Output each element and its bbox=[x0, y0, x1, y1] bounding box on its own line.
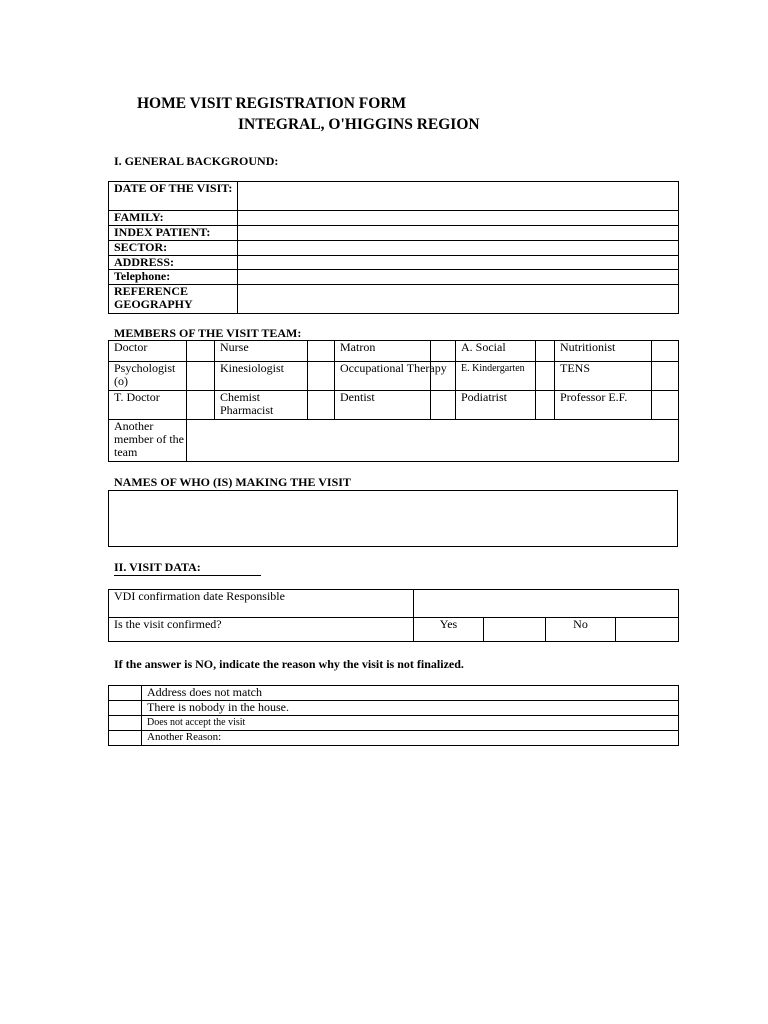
address-label: ADDRESS: bbox=[109, 256, 238, 270]
visit-data-table bbox=[108, 589, 679, 642]
date-of-visit-field[interactable] bbox=[238, 182, 679, 211]
reference-geography-field[interactable] bbox=[238, 285, 679, 314]
family-label: FAMILY: bbox=[109, 211, 238, 226]
team-nurse-checkbox[interactable] bbox=[308, 341, 335, 362]
sector-field[interactable] bbox=[238, 241, 679, 256]
visitors-names-field[interactable] bbox=[109, 491, 678, 547]
reasons-table bbox=[108, 685, 679, 746]
reason-other-checkbox[interactable] bbox=[109, 731, 142, 746]
team-kinesiologist-checkbox[interactable] bbox=[308, 362, 335, 391]
team-matron-label: Matron bbox=[335, 341, 431, 362]
team-tens-checkbox[interactable] bbox=[652, 362, 679, 391]
team-occupational-therapy-label: Occupational Therapy bbox=[335, 362, 431, 391]
telephone-label: Telephone: bbox=[109, 270, 238, 285]
reason-instruction: If the answer is NO, indicate the reason why the visit is not finalized. bbox=[114, 657, 464, 671]
no-checkbox[interactable] bbox=[616, 618, 679, 642]
sector-label: SECTOR: bbox=[109, 241, 238, 256]
section-visit-data-title: II. VISIT DATA: bbox=[114, 560, 201, 574]
team-nurse-label: Nurse bbox=[215, 341, 308, 362]
team-podiatrist-checkbox[interactable] bbox=[536, 391, 555, 420]
reason-nobody-checkbox[interactable] bbox=[109, 701, 142, 716]
team-professor-label: Professor E.F. bbox=[555, 391, 652, 420]
general-background-table bbox=[108, 181, 679, 314]
reason-not-accept-label: Does not accept the visit bbox=[142, 716, 679, 731]
team-pharmacist-label: Chemist Pharmacist bbox=[215, 391, 308, 420]
team-heading: MEMBERS OF THE VISIT TEAM: bbox=[114, 326, 302, 340]
team-tens-label: TENS bbox=[555, 362, 652, 391]
team-psychologist-checkbox[interactable] bbox=[187, 362, 215, 391]
team-dentist-label: Dentist bbox=[335, 391, 431, 420]
team-social-checkbox[interactable] bbox=[536, 341, 555, 362]
team-dentist-checkbox[interactable] bbox=[431, 391, 456, 420]
vdi-confirmation-label: VDI confirmation date Responsible bbox=[109, 590, 414, 618]
team-podiatrist-label: Podiatrist bbox=[456, 391, 536, 420]
team-psychologist-label: Psychologist (o) bbox=[109, 362, 187, 391]
telephone-field[interactable] bbox=[238, 270, 679, 285]
yes-label: Yes bbox=[414, 618, 484, 642]
no-label: No bbox=[546, 618, 616, 642]
family-field[interactable] bbox=[238, 211, 679, 226]
visit-confirmed-question: Is the visit confirmed? bbox=[109, 618, 414, 642]
reason-not-accept-checkbox[interactable] bbox=[109, 716, 142, 731]
vdi-confirmation-field[interactable] bbox=[414, 590, 679, 618]
visitors-table bbox=[108, 490, 678, 547]
team-kindergarten-label: E. Kindergarten bbox=[456, 362, 536, 391]
team-members-table bbox=[108, 340, 679, 462]
section-general-heading: I. GENERAL BACKGROUND: bbox=[114, 154, 279, 168]
team-nutritionist-checkbox[interactable] bbox=[652, 341, 679, 362]
form-subtitle: INTEGRAL, O'HIGGINS REGION bbox=[238, 116, 480, 133]
reference-geography-label: REFERENCE GEOGRAPHY bbox=[109, 285, 238, 314]
reason-address-checkbox[interactable] bbox=[109, 686, 142, 701]
index-patient-field[interactable] bbox=[238, 226, 679, 241]
team-kinesiologist-label: Kinesiologist bbox=[215, 362, 308, 391]
index-patient-label: INDEX PATIENT: bbox=[109, 226, 238, 241]
form-title: HOME VISIT REGISTRATION FORM bbox=[137, 95, 407, 112]
reason-nobody-label: There is nobody in the house. bbox=[142, 701, 679, 716]
team-t-doctor-checkbox[interactable] bbox=[187, 391, 215, 420]
date-of-visit-label: DATE OF THE VISIT: bbox=[109, 182, 238, 211]
reason-other-label: Another Reason: bbox=[142, 731, 679, 746]
address-field[interactable] bbox=[238, 256, 679, 270]
team-professor-checkbox[interactable] bbox=[652, 391, 679, 420]
team-t-doctor-label: T. Doctor bbox=[109, 391, 187, 420]
team-social-label: A. Social bbox=[456, 341, 536, 362]
team-doctor-checkbox[interactable] bbox=[187, 341, 215, 362]
yes-checkbox[interactable] bbox=[484, 618, 546, 642]
team-pharmacist-checkbox[interactable] bbox=[308, 391, 335, 420]
section-visit-data-heading bbox=[114, 560, 261, 576]
team-other-label: Another member of the team bbox=[109, 420, 187, 462]
reason-address-label: Address does not match bbox=[142, 686, 679, 701]
team-nutritionist-label: Nutritionist bbox=[555, 341, 652, 362]
team-kindergarten-checkbox[interactable] bbox=[536, 362, 555, 391]
team-doctor-label: Doctor bbox=[109, 341, 187, 362]
team-other-field[interactable] bbox=[187, 420, 679, 462]
visitors-heading: NAMES OF WHO (IS) MAKING THE VISIT bbox=[114, 475, 351, 489]
team-matron-checkbox[interactable] bbox=[431, 341, 456, 362]
